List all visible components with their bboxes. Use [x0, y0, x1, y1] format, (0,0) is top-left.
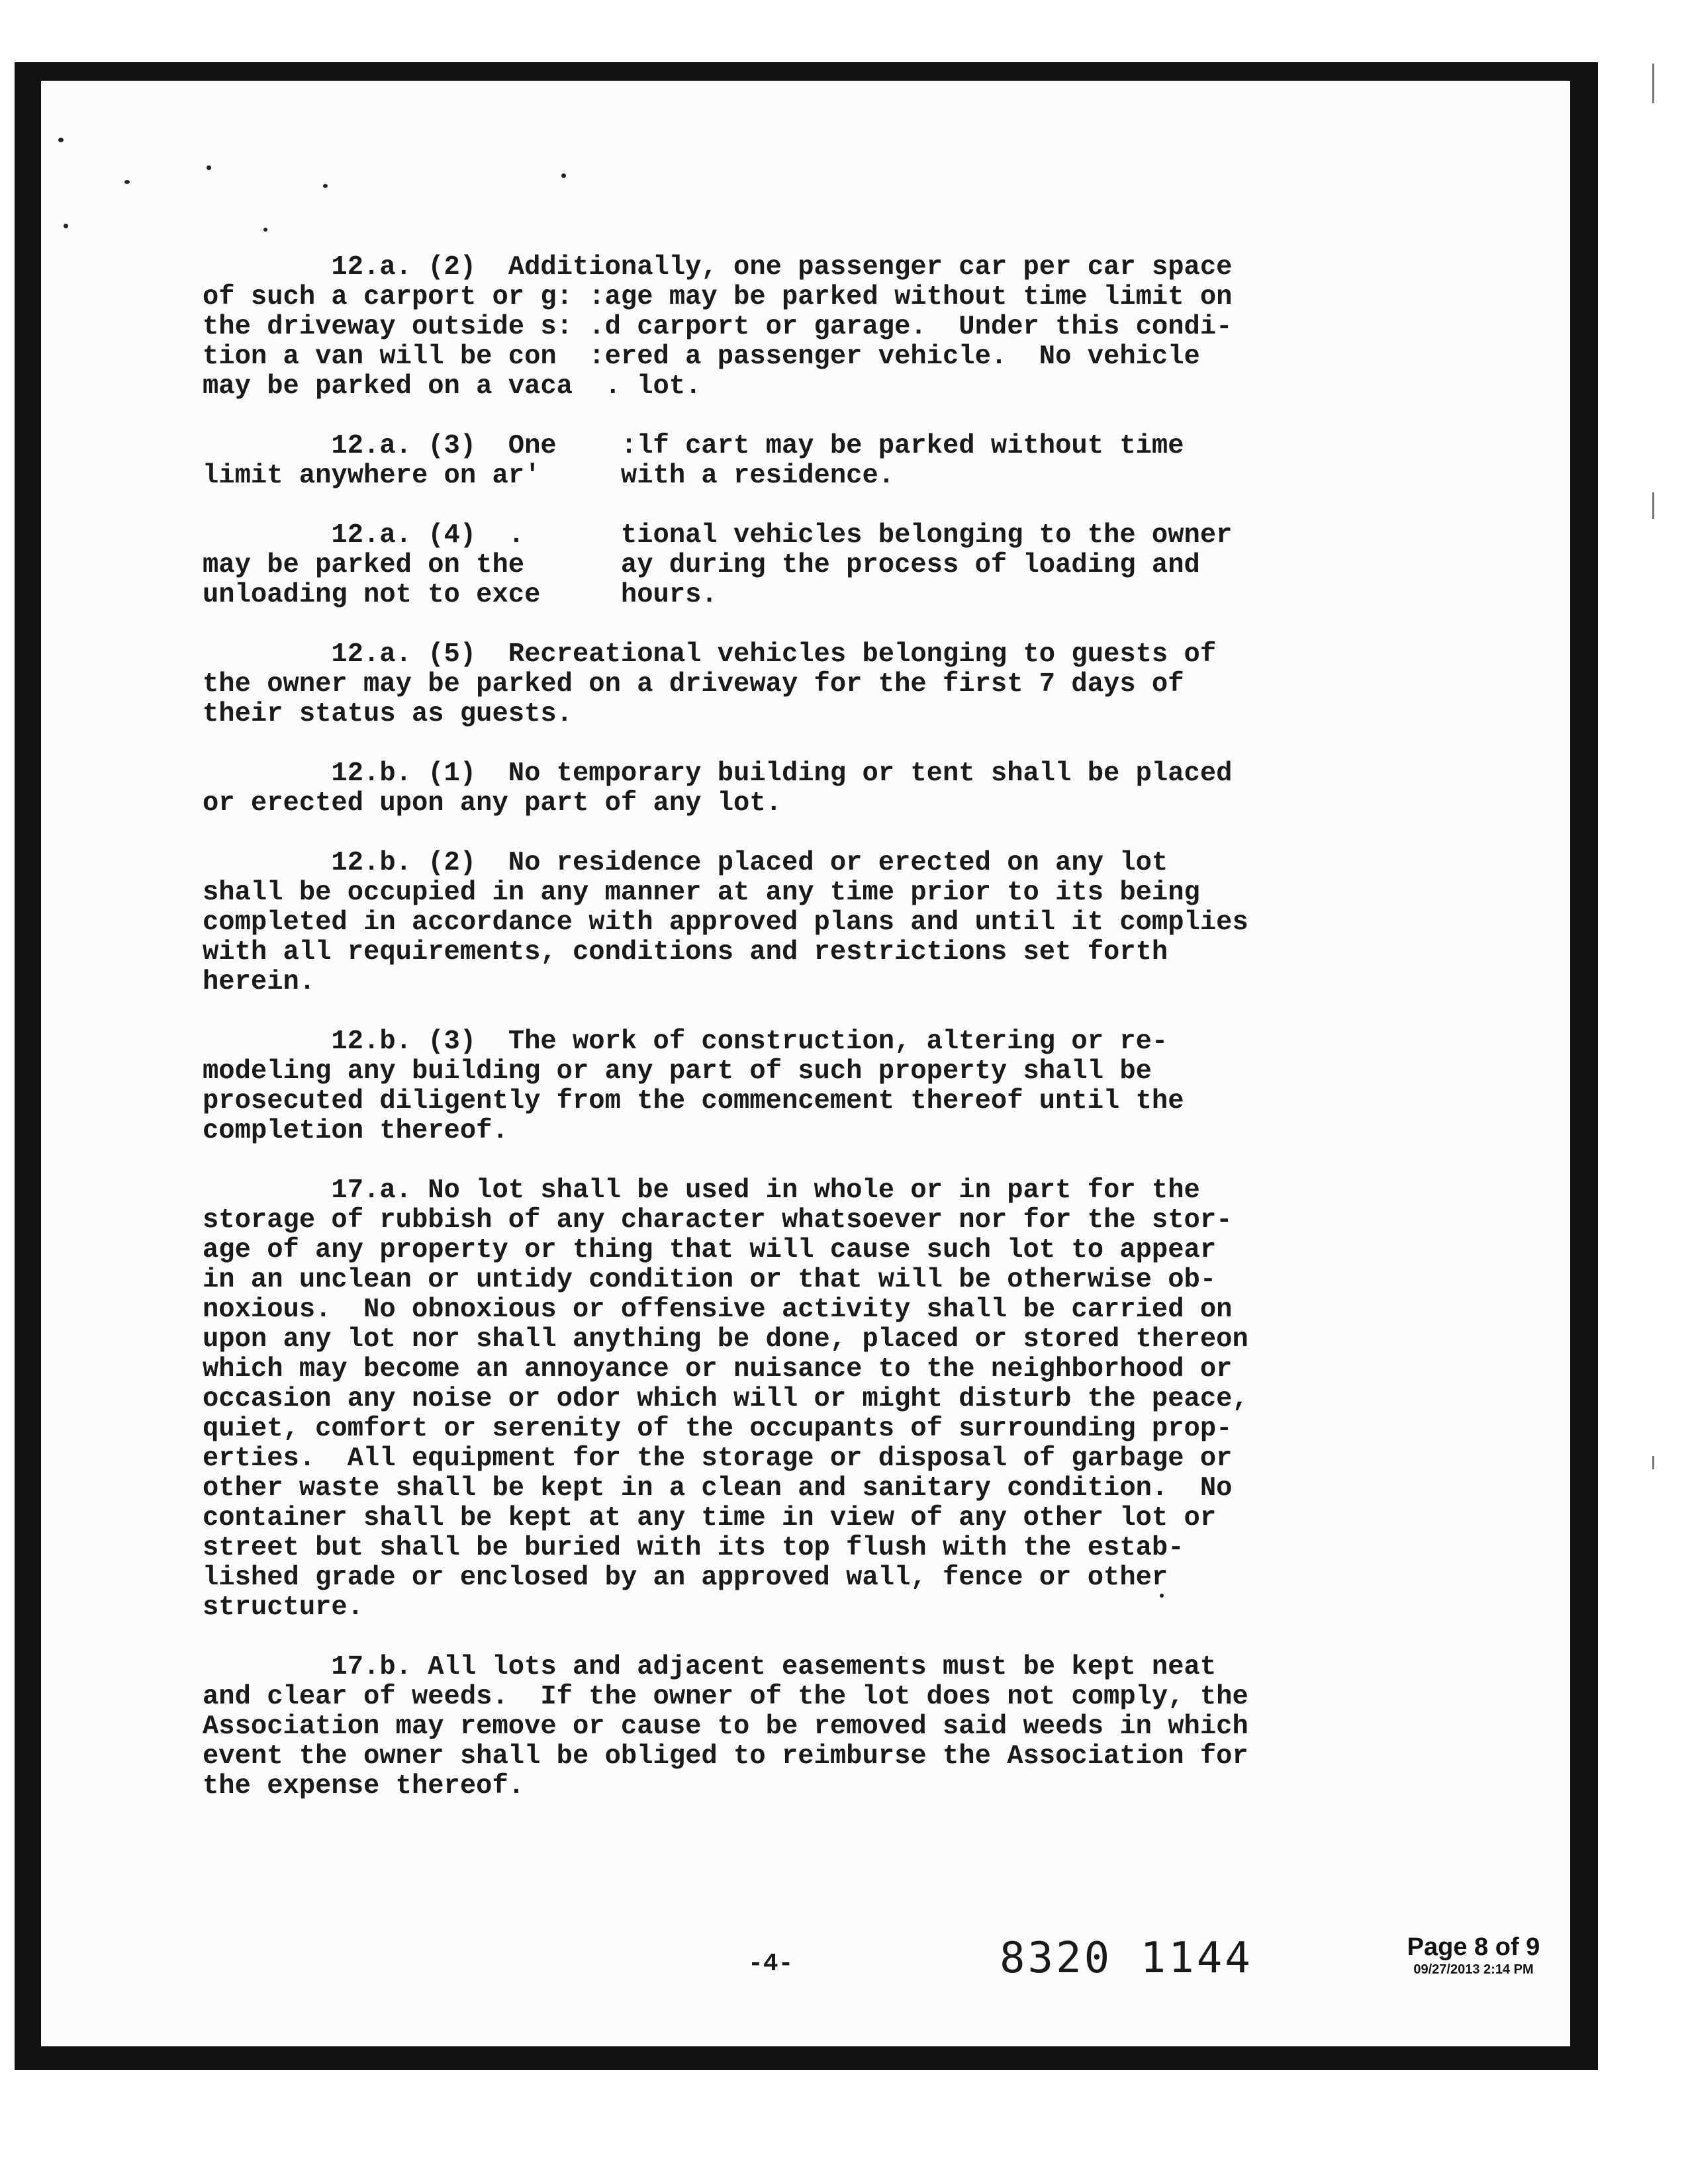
text-line: modeling any building or any part of such property shall be	[203, 1056, 1152, 1087]
text-line: the driveway outside s: .d carport or garage. Under this condi-	[203, 312, 1233, 342]
text-line: 12.b. (1) No temporary building or tent shall be placed	[203, 758, 1233, 789]
scan-speck	[124, 180, 130, 184]
margin-mark	[1652, 64, 1654, 103]
paragraph	[203, 1027, 1381, 1146]
text-line: 12.a. (2) Additionally, one passenger car per car space	[203, 252, 1233, 283]
text-line: quiet, comfort or serenity of the occupants of surrounding prop-	[203, 1414, 1233, 1444]
page-number: -4-	[748, 1950, 794, 1978]
scan-speck	[58, 138, 64, 142]
text-line: 17.b. All lots and adjacent easements must be kept neat	[203, 1652, 1217, 1682]
text-line: the expense thereof.	[203, 1771, 525, 1801]
text-line: 17.a. No lot shall be used in whole or in part for the	[203, 1175, 1200, 1206]
document-body	[203, 253, 1381, 1831]
text-line: limit anywhere on ar' with a residence.	[203, 461, 895, 491]
text-line: of such a carport or g: :age may be parked without time limit on	[203, 282, 1233, 312]
paragraph	[203, 640, 1381, 729]
paragraph	[203, 759, 1381, 819]
text-line: completion thereof.	[203, 1116, 508, 1146]
text-line: unloading not to exce hours.	[203, 580, 718, 610]
text-line: storage of rubbish of any character whatsoever nor for the stor-	[203, 1205, 1233, 1236]
paragraph	[203, 521, 1381, 610]
text-line: 12.a. (4) . tional vehicles belonging to the owner	[203, 520, 1233, 551]
text-line: lished grade or enclosed by an approved wall, fence or other	[203, 1563, 1168, 1593]
recording-stamp	[1387, 1933, 1560, 1978]
text-line: tion a van will be con :ered a passenger vehicle. No vehicle	[203, 341, 1200, 372]
text-line: structure.	[203, 1592, 364, 1623]
scan-border-top	[15, 62, 1598, 81]
text-line: event the owner shall be obliged to reimburse the Association for	[203, 1741, 1248, 1772]
text-line: age of any property or thing that will cause such lot to appear	[203, 1235, 1217, 1265]
paragraph	[203, 432, 1381, 491]
text-line: may be parked on the ay during the process of loading and	[203, 550, 1200, 580]
stamp-page-count: Page 8 of 9	[1407, 1933, 1540, 1961]
margin-mark	[1652, 492, 1654, 519]
text-line: noxious. No obnoxious or offensive activity shall be carried on	[203, 1295, 1233, 1325]
text-line: in an unclean or untidy condition or that will be otherwise ob-	[203, 1265, 1217, 1295]
text-line: 12.a. (3) One :lf cart may be parked without time	[203, 431, 1184, 461]
text-line: erties. All equipment for the storage or disposal of garbage or	[203, 1443, 1233, 1474]
scan-border-left	[15, 62, 41, 2070]
scan-border-right	[1570, 62, 1598, 2070]
scan-speck	[323, 184, 328, 188]
text-line: shall be occupied in any manner at any time prior to its being	[203, 878, 1200, 908]
text-line: herein.	[203, 967, 316, 997]
text-line: street but shall be buried with its top flush with the estab-	[203, 1533, 1184, 1563]
text-line: and clear of weeds. If the owner of the lot does not comply, the	[203, 1682, 1248, 1712]
text-line: 12.b. (3) The work of construction, altering or re-	[203, 1026, 1168, 1057]
scan-speck	[64, 224, 68, 228]
paragraph	[203, 1653, 1381, 1801]
text-line: 12.a. (5) Recreational vehicles belonging to guests of	[203, 639, 1217, 670]
text-line: prosecuted diligently from the commencement thereof until the	[203, 1086, 1184, 1116]
paragraph	[203, 848, 1381, 997]
scan-border-bottom	[15, 2046, 1598, 2070]
text-line: which may become an annoyance or nuisance to the neighborhood or	[203, 1354, 1233, 1385]
text-line: or erected upon any part of any lot.	[203, 788, 782, 819]
book-page-stamp: 8320 1144	[1000, 1934, 1253, 1983]
text-line: completed in accordance with approved plans and until it complies	[203, 907, 1248, 938]
text-line: their status as guests.	[203, 699, 573, 729]
scan-speck	[263, 228, 267, 232]
paragraph	[203, 253, 1381, 402]
scan-speck	[561, 173, 566, 178]
stamp-datetime: 09/27/2013 2:14 PM	[1413, 1962, 1534, 1977]
text-line: upon any lot nor shall anything be done, placed or stored thereon	[203, 1324, 1248, 1355]
text-line: occasion any noise or odor which will or might disturb the peace,	[203, 1384, 1248, 1414]
text-line: the owner may be parked on a driveway for the first 7 days of	[203, 669, 1184, 700]
paragraph	[203, 1176, 1381, 1623]
margin-mark	[1652, 1456, 1654, 1469]
text-line: with all requirements, conditions and restrictions set forth	[203, 937, 1168, 968]
text-line: may be parked on a vaca . lot.	[203, 371, 702, 402]
text-line: other waste shall be kept in a clean and sanitary condition. No	[203, 1473, 1233, 1504]
text-line: Association may remove or cause to be removed said weeds in which	[203, 1711, 1248, 1742]
scan-speck	[207, 165, 211, 170]
text-line: 12.b. (2) No residence placed or erected on any lot	[203, 848, 1168, 878]
text-line: container shall be kept at any time in view of any other lot or	[203, 1503, 1217, 1533]
